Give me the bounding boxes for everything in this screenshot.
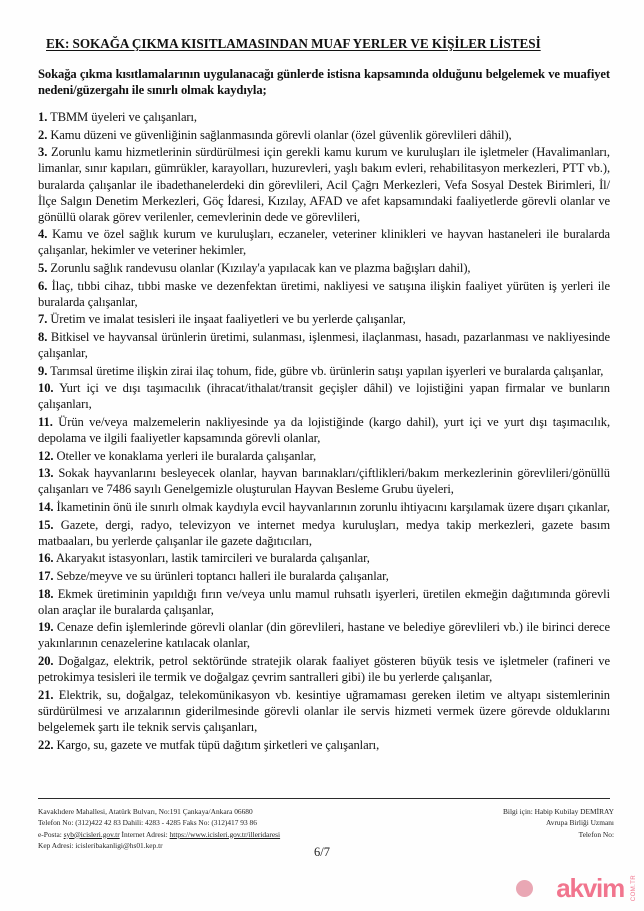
list-item xyxy=(38,311,610,327)
list-item-text: Cenaze defin işlemlerinde görevli olanlar (din görevlileri, hastane ve belediye görevlileri vb.) ile birinci derece yakınlarının cenazelerine katılacak olanlar, xyxy=(38,620,611,651)
list-item-number: 21. xyxy=(38,687,54,702)
footer-divider xyxy=(38,798,610,799)
list-item-number: 15. xyxy=(38,517,54,532)
watermark-tld: COM.TR xyxy=(630,874,637,901)
internet-label: İnternet Adresi: xyxy=(121,829,168,839)
list-item-text: Kamu düzeni ve güvenliğinin sağlanmasında görevli olanlar (özel güvenlik görevlileri dâhil), xyxy=(50,127,512,142)
footer-contact-phone: Telefon No: xyxy=(578,829,614,839)
list-item-number: 14. xyxy=(38,500,54,515)
list-item-text: Üretim ve imalat tesisleri ile inşaat faaliyetleri ve bu yerlerde çalışanlar, xyxy=(50,312,406,327)
footer-kep-line: Kep Adresi: icisleribakanligi@hs01.kep.tr xyxy=(38,840,163,850)
footer-contact-block xyxy=(503,806,614,840)
list-item-number: 10. xyxy=(38,381,54,396)
list-item xyxy=(38,144,610,225)
list-item-text: Bitkisel ve hayvansal ürünlerin üretimi, sulanması, işlenmesi, ilaçlanması, hasadı, pazarlanması ve nakliyesinde çalışanlar, xyxy=(38,329,610,361)
list-item xyxy=(38,465,610,497)
list-item xyxy=(38,127,610,143)
list-item-text: İkametinin önü ile sınırlı olmak kaydıyla evcil hayvanlarının zorunlu ihtiyacını karşılamak üzere dışarı çıkanlar, xyxy=(56,500,610,515)
list-item-text: Sokak hayvanlarını besleyecek olanlar, hayvan barınakları/çiftlikleri/bakım merkezlerinin görevlileri/gönüllü çalışanları ve 7486 sayılı Genelgemizle oluşturulan Hayvan Besleme Grubu üyeleri, xyxy=(38,466,610,497)
list-item-text: Doğalgaz, elektrik, petrol sektöründe stratejik olarak faaliyet gösteren büyük tesis ve işletmeler (rafineri ve petrokimya tesisleri ile termik ve doğalgaz çevrim santralleri gibi) ile bu yerlerde çalışanlar, xyxy=(38,654,610,685)
footer-email-line xyxy=(38,829,280,840)
list-item-number: 12. xyxy=(38,448,54,463)
footer-phone-line: Telefon No: (312)422 42 83 Dahili: 4283 - 4285 Faks No: (312)417 93 86 xyxy=(38,818,257,828)
list-item xyxy=(38,278,610,310)
list-item-text: Yurt içi ve dışı taşımacılık (ihracat/ithalat/transit geçişler dâhil) ve lojistiğini yapan firmalar ve bunların çalışanları, xyxy=(38,381,610,412)
list-item-text: Ürün ve/veya malzemelerin nakliyesinde ya da lojistiğinde (kargo dahil), yurt içi ve yurt dışı taşımacılık, depolama ve ilgili faaliyetler kapsamında görevli olanlar, xyxy=(38,415,610,446)
list-item-number: 4. xyxy=(38,227,48,242)
list-item xyxy=(38,380,610,412)
list-item-number: 19. xyxy=(38,620,54,635)
list-item-number: 13. xyxy=(38,466,54,481)
list-item xyxy=(38,363,610,379)
list-item-number: 16. xyxy=(38,551,54,566)
list-item xyxy=(38,499,610,515)
internet-link[interactable]: https://www.icisleri.gov.tr/illeridaresi xyxy=(169,829,281,839)
list-item xyxy=(38,653,610,685)
list-item-text: Ekmek üretiminin yapıldığı fırın ve/veya unlu mamul ruhsatlı işyerleri, üretilen ekmeğin dağıtımında görevli olan araçlar ile buralarda çalışanlar, xyxy=(38,586,610,617)
exemption-list xyxy=(38,109,610,753)
page-title: EK: SOKAĞA ÇIKMA KISITLAMASINDAN MUAF YERLER VE KİŞİLER LİSTESİ xyxy=(46,36,541,51)
list-item xyxy=(38,260,610,276)
list-item-text: Sebze/meyve ve su ürünleri toptancı halleri ile buralarda çalışanlar, xyxy=(56,569,389,584)
list-item xyxy=(38,568,610,584)
list-item-text: TBMM üyeleri ve çalışanları, xyxy=(50,110,197,125)
list-item xyxy=(38,448,610,464)
list-item-text: Akaryakıt istasyonları, lastik tamircileri ve buralarda çalışanlar, xyxy=(55,551,370,566)
list-item-number: 9. xyxy=(38,363,48,378)
list-item-text: Gazete, dergi, radyo, televizyon ve internet medya kuruluşları, medya takip merkezleri, gazete basım matbaaları, bu yerlerde çalışanlar ile gazete dağıtıcıları, xyxy=(38,517,610,548)
email-link[interactable]: syb@icisleri.gov.tr xyxy=(63,829,120,839)
list-item-text: Tarımsal üretime ilişkin zirai ilaç tohum, fide, gübre vb. ürünlerin satışı yapılan işyerleri ve buralarda çalışanlar, xyxy=(50,363,604,378)
list-item xyxy=(38,226,610,258)
footer-contact-name: Bilgi için: Habip Kubilay DEMİRAY xyxy=(503,807,614,816)
watermark-brand: akvim xyxy=(556,873,624,903)
list-item-text: Oteller ve konaklama yerleri ile buralarda çalışanlar, xyxy=(56,448,317,463)
email-label: e-Posta: xyxy=(38,829,62,839)
list-item xyxy=(38,737,610,753)
list-item xyxy=(38,517,610,549)
list-item-number: 20. xyxy=(38,654,54,669)
list-item-text: Elektrik, su, doğalgaz, telekomünikasyon vb. kesintiye uğramaması gereken iletim ve altyapı sistemlerinin sürdürülmesi ve arızalarının giderilmesinde görevli olanlar ile servis hizmeti vermek üzere görevde olduklarını belgelemek şartı ile teknik servis çalışanları, xyxy=(38,687,610,734)
list-item-number: 18. xyxy=(38,586,54,601)
list-item xyxy=(38,109,610,125)
list-item-text: İlaç, tıbbi cihaz, tıbbi maske ve dezenfektan üretimi, nakliyesi ve satışına ilişkin faaliyet yürüten iş yerleri ile buralarda çalışanlar, xyxy=(38,278,610,309)
intro-paragraph: Sokağa çıkma kısıtlamalarının uygulanacağı günlerde istisna kapsamında olduğunu belgelemek ve muafiyet nedeni/güzergahı ile sınırlı olmak kaydıyla; xyxy=(38,66,610,97)
list-item xyxy=(38,550,610,566)
list-item-text: Kargo, su, gazete ve mutfak tüpü dağıtım şirketleri ve çalışanları, xyxy=(56,737,380,752)
footer-address-line: Kavaklıdere Mahallesi, Atatürk Bulvarı, No:191 Çankaya/Ankara 06680 xyxy=(38,807,253,816)
list-item-text: Zorunlu sağlık randevusu olanlar (Kızılay'a yapılacak kan ve plazma bağışları dahil), xyxy=(50,261,471,276)
list-item-text: Kamu ve özel sağlık kurum ve kuruluşları, eczaneler, veteriner klinikleri ve hayvan hastaneleri ile buralarda çalışanlar, hekimler ve veteriner hekimler, xyxy=(38,227,611,258)
list-item-number: 22. xyxy=(38,737,54,752)
list-item-number: 17. xyxy=(38,569,54,584)
list-item-number: 3. xyxy=(38,145,48,160)
list-item-number: 11. xyxy=(38,415,53,430)
page-number: 6/7 xyxy=(314,845,330,859)
list-item-number: 5. xyxy=(38,261,48,276)
list-item xyxy=(38,329,610,361)
list-item xyxy=(38,414,610,446)
list-item-number: 2. xyxy=(38,127,48,142)
list-item xyxy=(38,687,610,735)
list-item-number: 8. xyxy=(38,329,48,344)
list-item-number: 1. xyxy=(38,110,48,125)
list-item-text: Zorunlu kamu hizmetlerinin sürdürülmesi için gerekli kamu kurum ve kuruluşları ile işletmeler (Havalimanları, limanlar, sınır kapıları, gümrükler, karayolları, huzurevleri, yaşlı bakım evleri, rehabilitasyon merkezleri, PTT vb.), buralarda çalışanlar ile ibadethanelerdeki din görevlileri, Acil Çağrı Merkezleri, Vefa Sosyal Destek Birimleri, İl/İlçe Salgın Denetim Merkezleri, Göç İdaresi, Kızılay, AFAD ve afet kapsamındaki faaliyetlerde görevli olanlar ve gönüllü olarak görev verilenler, cemevlerinin dede ve görevlileri, xyxy=(38,145,610,224)
list-item xyxy=(38,619,610,651)
list-item xyxy=(38,586,610,618)
list-item-number: 7. xyxy=(38,312,48,327)
footer-contact-title: Avrupa Birliği Uzmanı xyxy=(545,818,614,828)
list-item-number: 6. xyxy=(38,278,48,293)
